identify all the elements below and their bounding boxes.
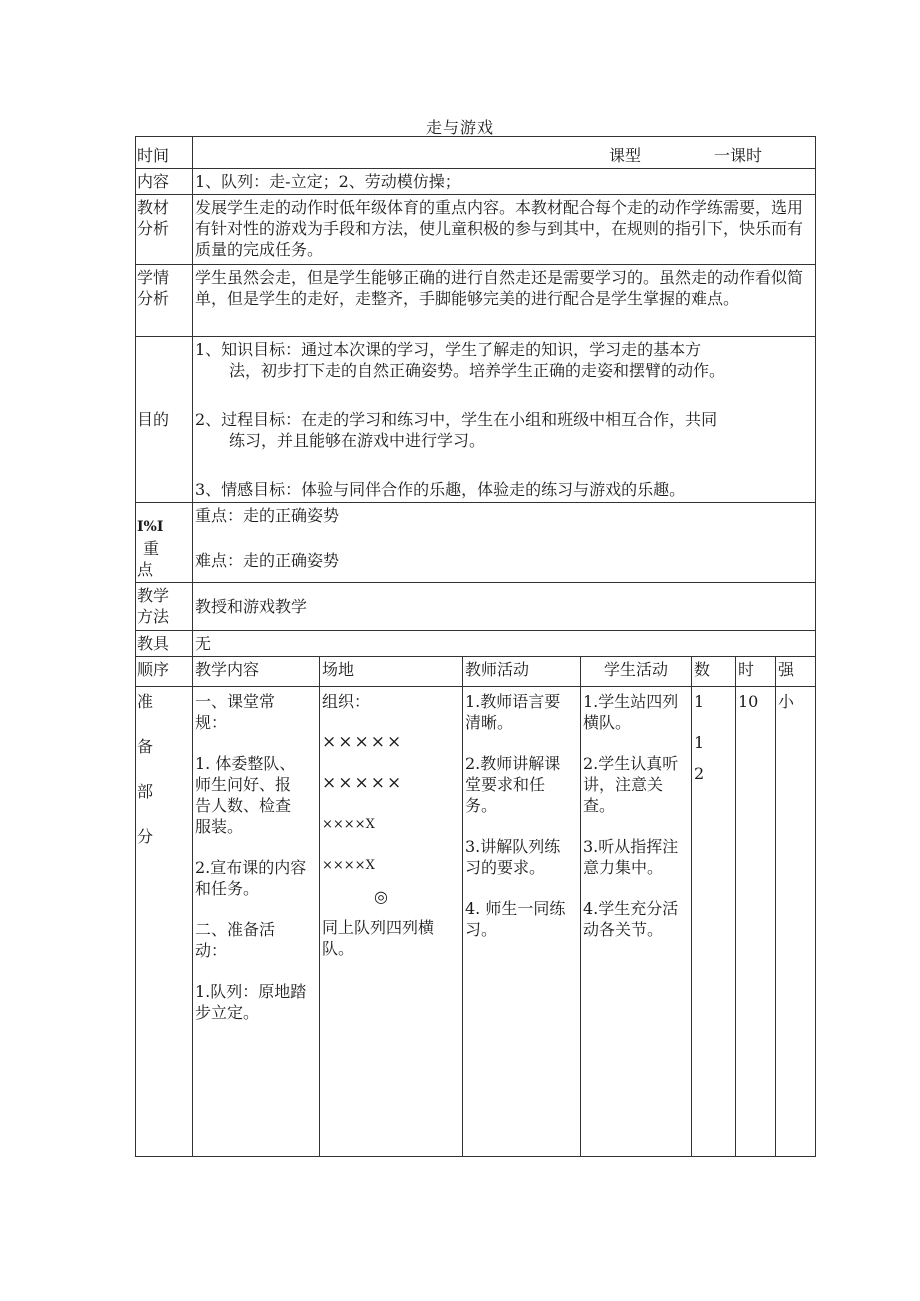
method-row xyxy=(136,583,816,631)
method-label-1: 教学 xyxy=(137,586,170,605)
prep-section-row xyxy=(136,687,816,1157)
prep-teacher xyxy=(463,687,581,1157)
method-value: 教授和游戏教学 xyxy=(193,583,816,631)
prep-item2-line2: 和任务。 xyxy=(195,879,260,898)
objectives-label: 目的 xyxy=(136,337,193,503)
prep-item1-line1: 1. 体委整队、 xyxy=(195,754,296,773)
prep-item1-line2: 师生问好、报 xyxy=(195,775,292,794)
header-venue: 场地 xyxy=(320,657,463,687)
teacher-position-mark: ◎ xyxy=(374,887,388,906)
equipment-value: 无 xyxy=(193,631,816,657)
student-analysis-value: 学生虽然会走，但是学生能够正确的进行自然走还是需要学习的。虽然走的动作看似简单，但是学生的走好，走整齐，手脚能够完美的进行配合是学生掌握的难点。 xyxy=(193,265,816,337)
count-2: 1 xyxy=(694,733,705,752)
prep-order xyxy=(136,687,193,1157)
teacher-b1: 2.教师讲解课 xyxy=(465,754,561,773)
material-analysis-label-1: 教材 xyxy=(137,198,170,217)
student-c1: 3.听从指挥注 xyxy=(583,837,679,856)
objectives-row xyxy=(136,337,816,503)
document-title: 走与游戏 xyxy=(425,118,494,137)
header-intensity: 强 xyxy=(776,657,816,687)
prep-content xyxy=(193,687,320,1157)
prep-item2-line1: 2.宣布课的内容 xyxy=(195,858,307,877)
student-analysis-label xyxy=(136,265,193,337)
prep-item3-line1: 1.队列：原地踏 xyxy=(195,982,307,1001)
prep-order-char-4: 分 xyxy=(137,827,154,846)
prep-section1-line1: 一、课堂常 xyxy=(195,692,276,711)
formation-row-4: ××××X xyxy=(322,858,375,873)
key-points-value xyxy=(193,503,816,583)
student-d2: 动各关节。 xyxy=(583,920,664,939)
equipment-label: 教具 xyxy=(136,631,193,657)
key-points-label xyxy=(136,503,193,583)
time-row xyxy=(136,137,816,169)
lesson-plan-table xyxy=(135,136,816,1157)
header-order: 顺序 xyxy=(136,657,193,687)
teacher-a2: 清晰。 xyxy=(465,713,514,732)
formation-row-3: ××××X xyxy=(322,817,375,832)
difficult-point: 难点：走的正确姿势 xyxy=(195,551,340,570)
student-b1: 2.学生认真听 xyxy=(583,754,679,773)
prep-item1-line4: 服装。 xyxy=(195,817,244,836)
material-analysis-row xyxy=(136,195,816,265)
header-content: 教学内容 xyxy=(193,657,320,687)
material-analysis-label-2: 分析 xyxy=(137,219,170,238)
process-objective-1: 2、过程目标：在走的学习和练习中，学生在小组和班级中相互合作，共同 xyxy=(195,410,718,429)
student-a2: 横队。 xyxy=(583,713,632,732)
header-time: 时 xyxy=(736,657,776,687)
prep-venue xyxy=(320,687,463,1157)
header-student: 学生活动 xyxy=(581,657,692,687)
venue-note-line2: 队。 xyxy=(322,939,355,958)
formation-row-2: ××××× xyxy=(322,773,404,793)
count-1: 1 xyxy=(694,692,705,711)
header-teacher: 教师活动 xyxy=(463,657,581,687)
knowledge-objective-2: 法，初步打下走的自然正确姿势。培养学生正确的走姿和摆臂的动作。 xyxy=(229,361,726,380)
teacher-b2: 堂要求和任 xyxy=(465,775,546,794)
content-label: 内容 xyxy=(136,169,193,195)
prep-order-char-2: 备 xyxy=(137,737,154,756)
method-label-2: 方法 xyxy=(137,607,170,626)
prep-student xyxy=(581,687,692,1157)
time-label: 时间 xyxy=(136,137,193,169)
lesson-type-label: 课型 xyxy=(609,146,642,165)
objectives-value xyxy=(193,337,816,503)
key-points-row xyxy=(136,503,816,583)
student-analysis-label-1: 学情 xyxy=(137,268,170,287)
knowledge-objective-1: 1、知识目标：通过本次课的学习，学生了解走的知识，学习走的基本方 xyxy=(195,340,702,359)
student-analysis-label-2: 分析 xyxy=(137,289,170,308)
process-objective-2: 练习，并且能够在游戏中进行学习。 xyxy=(229,431,486,450)
venue-org: 组织： xyxy=(322,692,371,711)
student-c2: 意力集中。 xyxy=(583,858,664,877)
material-analysis-value: 发展学生走的动作时低年级体育的重点内容。本教材配合每个走的动作学练需要，选用有针对性的游戏为手段和方法，使儿童积极的参与到其中，在规则的指引下，快乐而有质量的完成任务。 xyxy=(193,195,816,265)
method-label xyxy=(136,583,193,631)
key-points-label-bottom: 点 xyxy=(137,560,154,579)
plan-header-row xyxy=(136,657,816,687)
prep-order-char-1: 准 xyxy=(137,692,154,711)
header-count: 数 xyxy=(692,657,736,687)
prep-section1-line2: 规： xyxy=(195,713,228,732)
count-3: 2 xyxy=(694,764,705,783)
equipment-row xyxy=(136,631,816,657)
content-value: 1、队列：走-立定；2、劳动模仿操； xyxy=(193,169,816,195)
prep-time: 10 xyxy=(736,687,776,1157)
student-analysis-row xyxy=(136,265,816,337)
prep-count xyxy=(692,687,736,1157)
teacher-c1: 3.讲解队列练 xyxy=(465,837,561,856)
teacher-d2: 习。 xyxy=(465,920,498,939)
teacher-c2: 习的要求。 xyxy=(465,858,546,877)
emotion-objective: 3、情感目标：体验与同伴合作的乐趣，体验走的练习与游戏的乐趣。 xyxy=(195,480,686,499)
student-b2: 讲，注意关 xyxy=(583,775,664,794)
prep-item1-line3: 告人数、检查 xyxy=(195,796,292,815)
key-point: 重点：走的正确姿势 xyxy=(195,506,340,525)
student-d1: 4.学生充分活 xyxy=(583,899,679,918)
time-value-cell xyxy=(193,137,816,169)
student-a1: 1.学生站四列 xyxy=(583,692,679,711)
formation-row-1: ××××× xyxy=(322,732,404,752)
content-row xyxy=(136,169,816,195)
prep-item3-line2: 步立定。 xyxy=(195,1003,260,1022)
venue-note-line1: 同上队列四列横 xyxy=(322,918,435,937)
material-analysis-label xyxy=(136,195,193,265)
lesson-hours: 一课时 xyxy=(714,146,763,165)
prep-order-char-3: 部 xyxy=(137,782,154,801)
key-points-label-top: 重 xyxy=(143,539,160,558)
key-points-label-glyph: I%I xyxy=(137,519,164,535)
student-b3: 查。 xyxy=(583,796,616,815)
teacher-a1: 1.教师语言要 xyxy=(465,692,561,711)
teacher-d1: 4. 师生一同练 xyxy=(465,899,566,918)
prep-section2-line2: 动： xyxy=(195,941,228,960)
teacher-b3: 务。 xyxy=(465,796,498,815)
prep-intensity: 小 xyxy=(776,687,816,1157)
prep-section2-line1: 二、准备活 xyxy=(195,920,276,939)
